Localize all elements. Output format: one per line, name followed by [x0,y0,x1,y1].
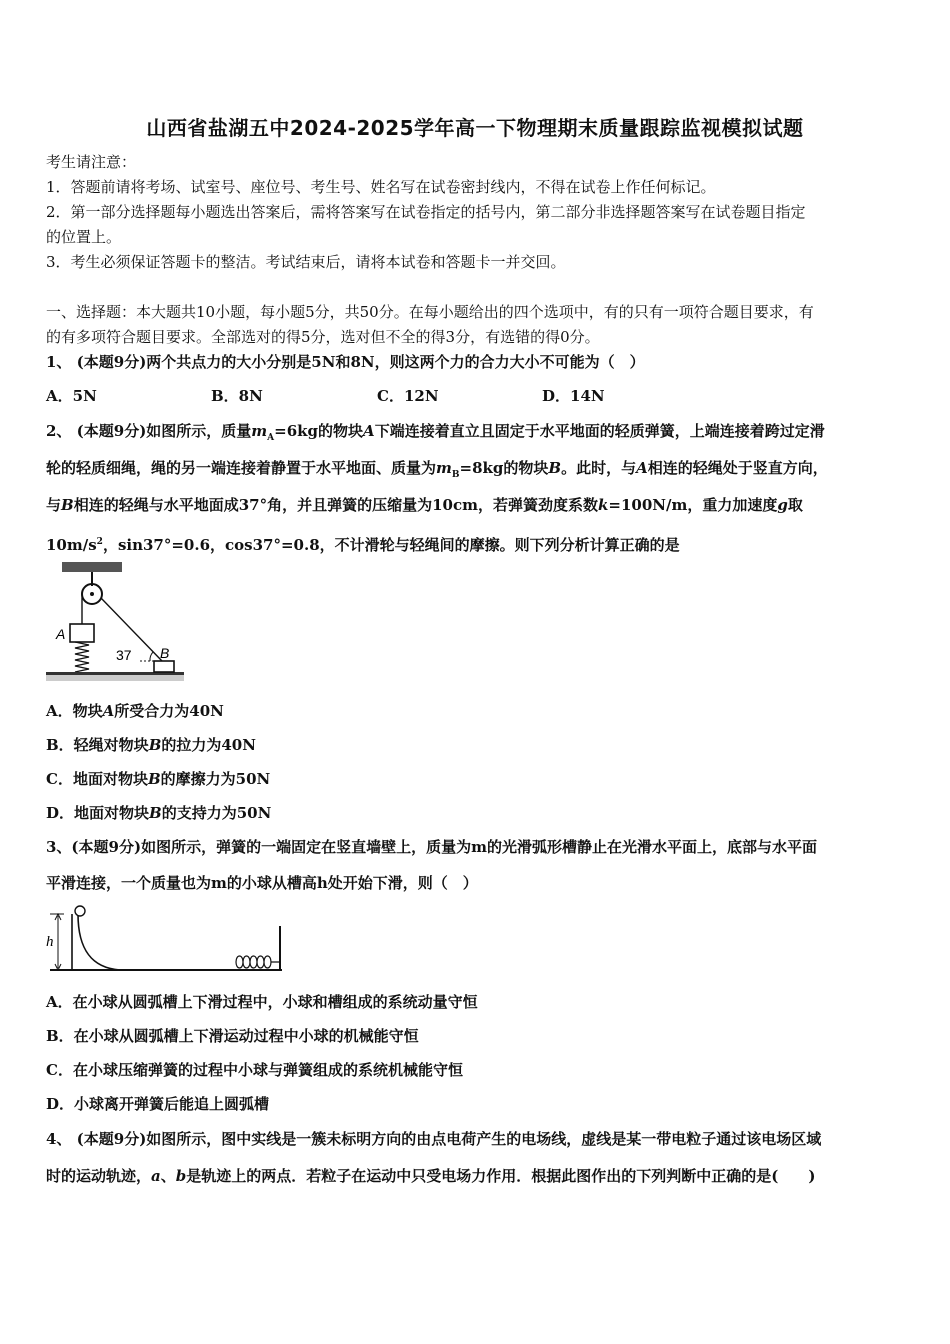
opt-text: D．地面对物块 [46,804,150,822]
q2-var-a: A [363,422,375,440]
q3-option-b: B．在小球从圆弧槽上下滑运动过程中小球的机械能守恒 [46,1027,419,1045]
opt-text: 所受合力为40N [114,702,224,720]
q4-text: 、 [160,1167,176,1185]
opt-text: C．地面对物块 [46,770,148,788]
notice-item-2: 2．第一部分选择题每小题选出答案后，需将答案写在试卷指定的括号内，第二部分非选择题答案写在试卷题目指定 [46,203,806,221]
groove-arc [78,914,120,970]
q3-stem-line1: 3、(本题9分)如图所示，弹簧的一端固定在竖直墙壁上，质量为m的光滑弧形槽静止在光滑水平面上，底部与水平面 [46,838,817,856]
q2-sub-b: B [451,470,460,480]
q2-var-a: A [636,459,648,477]
q2-sup: 2 [96,537,103,547]
section1-intro-line1: 一、选择题：本大题共10小题，每小题5分，共50分。在每小题给出的四个选项中，有的只有一项符合题目要求，有 [46,303,814,321]
q2-option-d [46,803,271,823]
q2-option-a [46,701,224,721]
block-a [70,624,94,642]
opt-var: B [147,770,161,788]
q1-option-d: D．14N [542,387,605,405]
q4-text: 时的运动轨迹， [46,1167,152,1185]
spring [236,956,280,968]
notice-item-1: 1．答题前请将考场、试室号、座位号、考生号、姓名写在试卷密封线内，不得在试卷上作任何标记。 [46,178,716,196]
q4-stem-line1: 4、 (本题9分)如图所示，图中实线是一簇未标明方向的由点电荷产生的电场线，虚线是某一带电粒子通过该电场区域 [46,1130,822,1148]
q2-var-m: m [251,422,268,440]
q2-var-g: g [777,496,788,514]
opt-var: A [102,702,115,720]
opt-text: 的摩擦力为50N [160,770,271,788]
q3-arc-groove-figure [44,902,288,976]
opt-var: B [148,736,162,754]
q2-text: 取 [787,496,803,514]
q2-var-m: m [436,459,452,477]
pulley-axle [90,592,94,596]
q2-text: 。此时，与 [561,459,637,477]
q2-var-b: B [61,496,74,514]
q2-stem-line1 [46,421,825,448]
angle-label: 37 [116,647,132,663]
section1-intro-line2: 的有多项符合题目要求。全部选对的得5分，选对但不全的得3分，有选错的得0分。 [46,328,600,346]
q2-sub-a: A [267,433,275,443]
q2-text: 轮的轻质细绳，绳的另一端连接着静置于水平地面、质量为 [46,459,437,477]
q2-stem-line3 [46,495,803,515]
spring-a [75,642,89,672]
q4-var-b: b [175,1167,187,1185]
q2-text: =6kg的物块 [274,422,364,440]
q2-stem-line2 [46,458,828,485]
q3-option-d: D．小球离开弹簧后能追上圆弧槽 [46,1095,270,1113]
opt-text: A．物块 [46,702,103,720]
q2-stem-line4 [46,532,680,555]
q1-option-c: C．12N [377,387,439,405]
q1-stem: 1、 (本题9分)两个共点力的大小分别是5N和8N，则这两个力的合力大小不可能为（ ） [46,353,645,371]
notice-item-2-cont: 的位置上。 [46,228,122,246]
ceiling [62,562,122,572]
q4-text: 是轨迹上的两点．若粒子在运动中只受电场力作用．根据此图作出的下列判断中正确的是( ) [186,1167,816,1185]
q1-option-b: B．8N [211,387,263,405]
angle-arc [150,652,153,661]
q4-stem-line2 [46,1166,815,1186]
q2-var-b: B [548,459,562,477]
q2-text: 2、 (本题9分)如图所示，质量 [46,422,252,440]
q2-option-c [46,769,270,789]
q2-pulley-figure [44,560,186,686]
q2-text: ，sin37°=0.6，cos37°=0.8，不计滑轮与轻绳间的摩擦。则下列分析计算正确的是 [102,536,680,554]
exam-title: 山西省盐湖五中2024-2025学年高一下物理期末质量跟踪监视模拟试题 [146,116,804,140]
ball [75,906,85,916]
opt-text: 的拉力为40N [161,736,256,754]
q4-var-a: a [151,1167,161,1185]
q2-text: =8kg的物块 [459,459,549,477]
q2-text: 下端连接着直立且固定于水平地面的轻质弹簧，上端连接着跨过定滑 [374,422,825,440]
label-a: A [56,626,66,642]
q3-option-c: C．在小球压缩弹簧的过程中小球与弹簧组成的系统机械能守恒 [46,1061,463,1079]
q2-option-b [46,735,256,755]
q3-stem-line2: 平滑连接，一个质量也为m的小球从槽高h处开始下滑，则（ ） [46,874,478,892]
q2-text: 10m/s [46,536,97,554]
q2-var-k: k [597,496,609,514]
h-label: h [46,934,54,950]
q2-text: =100N/m，重力加速度 [608,496,778,514]
q2-text: 与 [46,496,62,514]
block-b [154,661,174,672]
ground-hatch [46,675,184,681]
opt-text: 的支持力为50N [161,804,272,822]
opt-text: B．轻绳对物块 [46,736,149,754]
q2-text: 相连的轻绳与水平地面成37°角，并且弹簧的压缩量为10cm，若弹簧劲度系数 [73,496,598,514]
q3-option-a: A．在小球从圆弧槽上下滑过程中，小球和槽组成的系统动量守恒 [46,993,478,1011]
q1-option-a: A．5N [46,387,97,405]
q2-text: 相连的轻绳处于竖直方向， [647,459,828,477]
notice-item-3: 3．考生必须保证答题卡的整洁。考试结束后，请将本试卷和答题卡一并交回。 [46,253,566,271]
label-b: B [160,645,170,661]
notice-heading: 考生请注意： [46,153,137,171]
opt-var: B [149,804,162,822]
